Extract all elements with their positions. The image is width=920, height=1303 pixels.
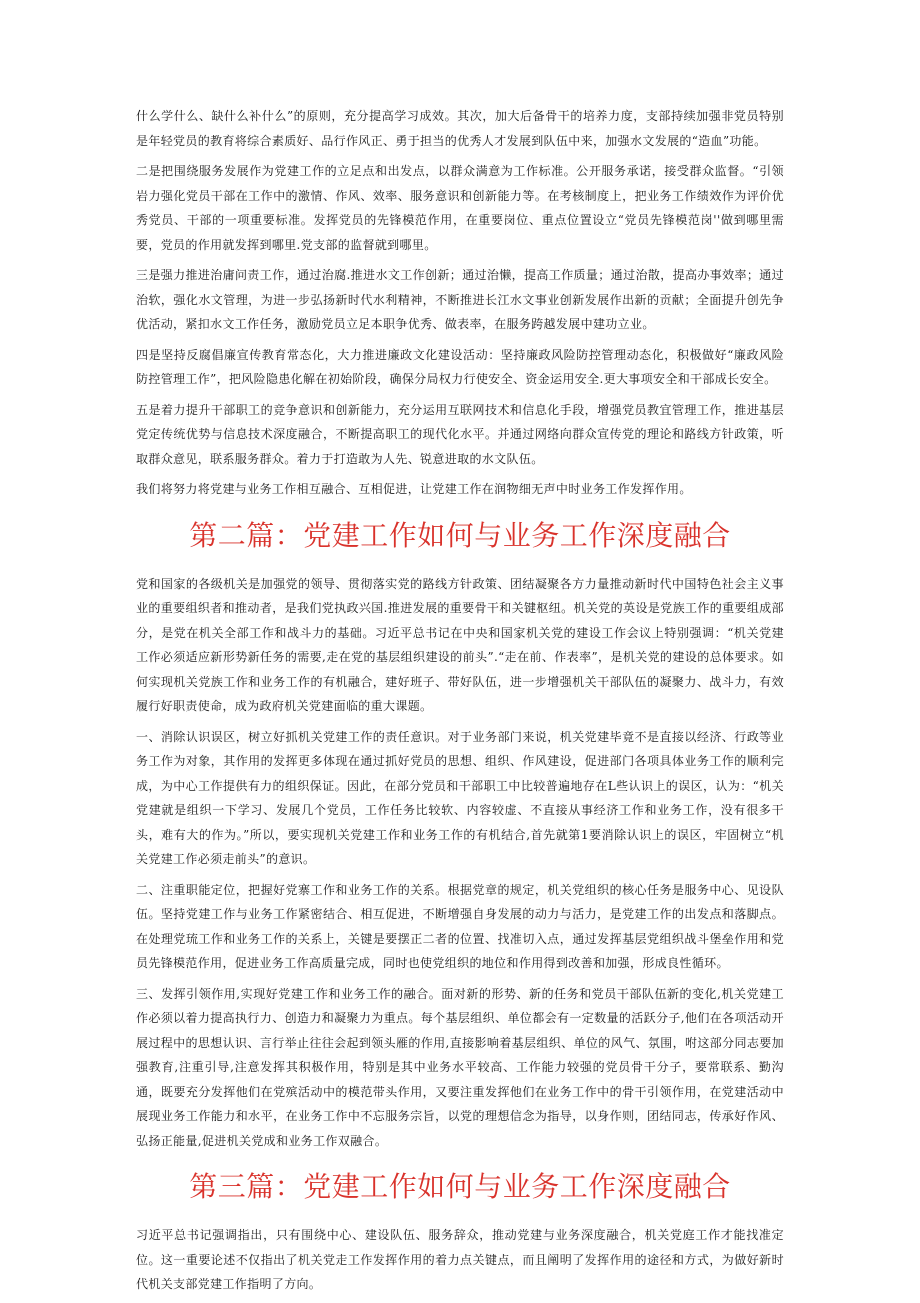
paragraph: 什么学什么、缺什么补什么”的原则，充分提高学习成效。其次，加大后备骨干的培养力度，支部持续加强非党员特别是年轻党员的教育将综合素质好、品行作风正、勇于担当的优秀人才发展到队伍中来，加强水文发展的“造血”功能。	[136, 109, 784, 148]
document-page	[136, 104, 784, 1303]
paragraph: 党和国家的各级机关是加强党的领导、贯彻落实党的路线方针政策、团结凝聚各方力量推动新时代中国特色社会主义事业的重要组织者和推动者，是我们党执政兴国.推进发展的重要骨干和关键枢纽。机关党的英设是党族工作的重要组成部分，是党在机关全部工作和战斗力的基础。习近平总书记在中央和国家机关党的建设工作会议上特别强调：“机关党建工作必须适应新形势新任务的需要,走在党的基层组织建设的前头”.“走在前、作表率”，是机关党的建设的总体要求。如何实现机关党族工作和业务工作的有机融合，建好班子、带好队伍，进一步增强机关干部队伍的凝聚力、战斗力，有效履行好职责使命，成为政府机关党建面临的重大课题。	[136, 576, 784, 713]
section-2	[136, 514, 784, 1154]
paragraph: 一、消除认识误区，树立好抓机关党建工作的责任意识。对于业务部门来说，机关党建毕竟不是直接以经济、行政等业务工作为对象，其作用的发挥更多体现在通过抓好党员的思想、组织、作风建设，促进部门各项具体业务工作的顺利完成，为中心工作提供有力的组织保证。因此，在部分党员和干部职工中比较普遍地存在L些认识上的误区，认为：“机关党建就是组织一下学习、发展几个党员，工作任务比较软、内容较虚、不直接从事经济工作和业务工作，没有很多干头，难有大的作为。”所以，要实现机关党建工作和业务工作的有机结合,首先就第1要消除认识上的误区，牢固树立“机关党建工作必须走前头”的意识。	[136, 729, 784, 866]
paragraph: 二、注重职能定位，把握好党寨工作和业务工作的关系。根据党章的规定，机关党组织的核心任务是服务中心、见设队伍。坚持党建工作与业务工作紧密结合、相互促进，不断增强自身发展的动力与活力，是党建工作的出发点和落脚点。在处理党琉工作和业务工作的关系上，关键是要摆正二者的位置、找准切入点，通过发挥基层党组织战斗堡垒作用和党员先锋模范作用，促进业务工作高质量完成，同时也使党组织的地位和作用得到改善和加强，形成良性循环。	[136, 882, 784, 970]
paragraph: 三是强力推进治庸问责工作，通过治腐.推进水文工作创新；通过治懒，提高工作质量；通过治散，提高办事效率；通过治软，强化水文管理，为进一步弘扬新时代水利精神，不断推进长江水文事业创新发展作出新的贡献；全面提升创先争优活动，紧扣水文工作任务，激励党员立足本职争优秀、做表率，在服务跨越发展中建功立业。	[136, 268, 784, 331]
section-heading: 第三篇：党建工作如何与业务工作深度融合	[189, 1170, 731, 1203]
paragraph: 三、发挥引领作用,实现好党建工作和业务工作的融合。面对新的形势、新的任务和党员干部队伍新的变化,机关党建工作必须以着力提高执行力、创造力和凝聚力为重点。每个基层组织、单位都会有一定数量的活跃分子,他们在各项活动开展过程中的思想认识、言行举止往往会起到领头雁的作用,直接影响着基层组织、单位的风气、氛围，咐这部分同志要加强教育,注重引导,注意发挥其积极作用，特别是其中业务水平较高、工作能力较强的党员骨干分子，要常联系、勤沟通，既要充分发挥他们在党殡活动中的模范带头作用，又要注重发挥他们在业务工作中的骨干引领作用，在党建活动中展现业务工作能力和水平，在业务工作中不忘服务宗旨，以党的理想信念为指导，以身作则，团结同志，传承好作风、弘扬正能量,促进机关党成和业务工作双融合。	[136, 986, 784, 1148]
paragraph: 习近平总书记强调指出，只有围绕中心、建设队伍、服务辞众，推动党建与业务深度融合，机关党庭工作才能找准定位。这一重要论述不仅指出了机关党走工作发挥作用的着力点关键点，而且阐明了发挥作用的途径和方式，为做好新时代机关支部党建工作指明了方向。	[136, 1228, 784, 1291]
paragraph: 五是着力提升干部职工的竞争意识和创新能力，充分运用互联网技术和信息化手段，增强党员教宜管理工作，推进基层党定传统优势与信息技术深度融合，不断提高职工的现代化水平。并通过网络向群众宣传党的理论和路线方针政策，听取群众意见，联系服务群众。着力于打造敢为人先、锐意进取的水文队伍。	[136, 402, 784, 466]
paragraph: 二是把围绕服务发展作为党建工作的立足点和出发点，以群众满意为工作标准。公开服务承诺，接受群众监督。“引领岩力强化党员干部在工作中的激情、作风、效率、服务意识和创新能力等。在考核制度上，把业务工作绩效作为评价优秀党员、干部的一项重要标准。发挥党员的先锋模范作用，在重要岗位、重点位置设立“党员先锋模范岗''做到哪里需要，党员的作用就发挥到哪里.党支部的监督就到哪里。	[136, 164, 784, 252]
paragraph: 我们将努力将党建与业务工作相互融合、互相促进，让党建工作在润物细无声中时业务工作发挥作用。	[136, 482, 692, 496]
section-3	[136, 1165, 784, 1297]
section-heading: 第二篇：党建工作如何与业务工作深度融合	[189, 518, 731, 552]
paragraph: 四是坚持反腐倡廉宣传教育常态化，大力推进廉政文化建设活动：坚持廉政风险防控管理动态化，积极做好“廉政风险防控管理工作”，把风险隐患化解在初始阶段，确保分局权力行使安全、资金运用安全.更大事项安全和干部成长安全。	[136, 347, 784, 386]
section-1	[136, 104, 784, 502]
